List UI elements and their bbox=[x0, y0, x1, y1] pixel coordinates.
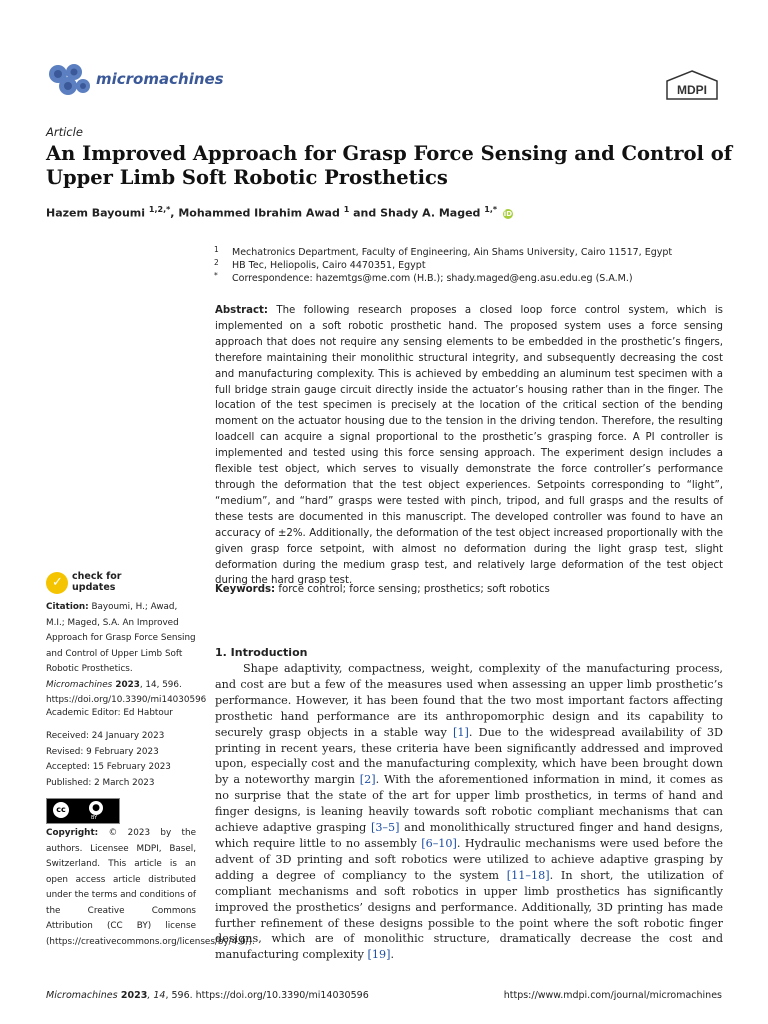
academic-editor: Academic Editor: Ed Habtour bbox=[46, 708, 173, 718]
intro-text: . bbox=[390, 948, 395, 962]
author-affiliation-mark: 1 bbox=[343, 205, 350, 214]
copyright-text: © 2023 by the authors. Licensee MDPI, Basel, Switzerland. This article is an open access article distributed under the terms and conditions of the Creative Commons Attribution (CC BY) license (https://creativecommons.org/licenses/by/4.0/). bbox=[46, 828, 255, 947]
reference-link[interactable]: [1] bbox=[453, 725, 469, 739]
author-separator: and bbox=[349, 206, 381, 220]
citation-year: 2023 bbox=[112, 679, 140, 690]
cc-by-license-icon[interactable] bbox=[46, 798, 120, 824]
citation-label: Citation: bbox=[46, 602, 89, 612]
updates-line-1: check for bbox=[72, 571, 122, 582]
checkmark-glyph: ✓ bbox=[52, 575, 63, 590]
correspondence-text[interactable]: Correspondence: hazemtgs@me.com (H.B.); shady.maged@eng.asu.edu.eg (S.A.M.) bbox=[232, 273, 633, 284]
author-affiliation-mark: 1,2,* bbox=[148, 205, 171, 214]
affiliation-mark: 1 bbox=[214, 245, 219, 254]
journal-name[interactable]: micromachines bbox=[96, 70, 224, 88]
reference-link[interactable]: [11–18] bbox=[506, 868, 550, 882]
keywords bbox=[215, 584, 723, 595]
affiliation-text: Mechatronics Department, Faculty of Engineering, Ain Shams University, Cairo 11517, Egypt bbox=[232, 247, 673, 258]
author-list bbox=[46, 205, 513, 220]
published-date: Published: 2 March 2023 bbox=[46, 777, 155, 788]
citation-doi[interactable]: , 14, 596. https://doi.org/10.3390/mi14030596 bbox=[46, 679, 207, 705]
affiliation-mark: 2 bbox=[214, 258, 219, 267]
footer-citation bbox=[46, 990, 369, 1001]
cc-icon: cc bbox=[53, 802, 69, 818]
abstract-text: The following research proposes a closed loop force control system, which is implemented on a soft robotic prosthetic hand. The proposed system uses a force sensing approach that does not require any sensing elements to be embedded in the prosthetic’s fingers, therefore maintaining their monolithic structural integrity, and subsequently decreasing the cost and manufacturing complexity. This is achieved by embedding an aluminum test specimen with a full bridge strain gauge circuit directly inside the actuator’s housing rather than in the finger. The location of the test specimen is precisely at the location of the critical section of the bending moment on the actuator housing due to the tension in the driving tendon. Therefore, the resulting loadcell can acquire a signal proportional to the prosthetic’s grasping force. A PI controller is implemented and tested using this force sensing approach. The experiment design includes a flexible test object, which serves to visually demonstrate the force controller’s performance through the deformation that the test object experiences. Setpoints corresponding to “light”, “medium”, and “hard” grasps were tested with pinch, tripod, and full grasps and the results of these tests are documented in this manuscript. The developed controller was found to have an accuracy of ±2%. Additionally, the deformation of the test object increased proportionally with the given grasp force setpoint, with almost no deformation during the light grasp test, slight deformation during the medium grasp test, and relatively large deformation of the test object during the hard grasp test. bbox=[215, 305, 723, 587]
intro-text: Shape adaptivity, compactness, weight, complexity of the manufacturing process, and cost are but a few of the measures used when assessing an upper limb prosthetic’s performance. However, it has been found that the two most important factors affecting prosthetic hand performance are its anthropomorphic design and its capability to securely grasp objects in a stable way bbox=[215, 662, 723, 739]
citation-journal: Micromachines bbox=[46, 679, 113, 690]
mdpi-logo-icon[interactable] bbox=[665, 70, 719, 100]
reference-link[interactable]: [3–5] bbox=[370, 821, 400, 835]
citation-text: Bayoumi, H.; Awad, M.I.; Maged, S.A. An Improved Approach for Grasp Force Sensing and Control of Upper Limb Soft Robotic Prosthetics. bbox=[46, 602, 196, 674]
by-label: BY bbox=[91, 815, 98, 821]
reference-link[interactable]: [2] bbox=[359, 773, 376, 787]
affiliation-text: HB Tec, Heliopolis, Cairo 4470351, Egypt bbox=[232, 260, 426, 271]
publisher-name: MDPI bbox=[677, 83, 707, 97]
footer-volume: , 14 bbox=[147, 990, 166, 1001]
article-type: Article bbox=[46, 125, 83, 139]
dates-block bbox=[46, 729, 196, 791]
orcid-icon[interactable]: iD bbox=[503, 209, 513, 218]
author-name[interactable]: Mohammed Ibrahim Awad bbox=[178, 206, 340, 220]
correspondence bbox=[214, 269, 734, 285]
author-affiliation-mark: 1,* bbox=[484, 205, 498, 214]
copyright-label: Copyright: bbox=[46, 828, 99, 838]
reference-link[interactable]: [6–10] bbox=[421, 836, 457, 850]
intro-text: . Hydraulic mechanisms were used before the advent of 3D printing and soft robotics were utilized to achieve adaptive grasping by adding a degree of compliancy to the system bbox=[215, 836, 723, 882]
person-icon: ● bbox=[89, 801, 103, 815]
footer-journal-url[interactable]: https://www.mdpi.com/journal/micromachines bbox=[503, 990, 722, 1001]
accepted-date: Accepted: 15 February 2023 bbox=[46, 762, 171, 772]
check-for-updates-label bbox=[72, 571, 121, 593]
article-title: An Improved Approach for Grasp Force Sensing and Control of Upper Limb Soft Robotic Prosthetics bbox=[46, 142, 733, 189]
updates-line-2: updates bbox=[72, 582, 116, 593]
intro-text: . In short, the utilization of compliant mechanisms and soft robotics in upper limb prosthetics has significantly improved the prosthetics’ designs and performance. Additionally, 3D printing has made further refinement of these designs possible to the point where the soft robotic finger designs, which are of monolithic structure, dramatically decrease the cost and manufacturing complexity bbox=[215, 868, 724, 962]
abstract bbox=[215, 303, 723, 589]
footer-journal: Micromachines bbox=[46, 990, 118, 1001]
revised-date: Revised: 9 February 2023 bbox=[46, 746, 159, 757]
keywords-label: Keywords: bbox=[215, 584, 276, 595]
intro-text: and monolithically structured finger and hand designs, which require little to no assembly bbox=[215, 821, 723, 850]
copyright-block bbox=[46, 826, 255, 950]
citation-block bbox=[46, 600, 207, 709]
section-heading: 1. Introduction bbox=[215, 646, 308, 659]
author-name[interactable]: Hazem Bayoumi bbox=[46, 206, 146, 220]
check-for-updates-button[interactable] bbox=[46, 571, 156, 597]
intro-text: . Due to the widespread availability of 3D printing in recent years, these criteria have been significantly addressed and improved upon, especially cost and the manufacturing complexity, which have been brought down by a noteworthy margin bbox=[215, 725, 723, 787]
affiliation-mark: * bbox=[214, 271, 218, 280]
received-date: Received: 24 January 2023 bbox=[46, 731, 165, 741]
author-name[interactable]: Shady A. Maged bbox=[380, 206, 481, 220]
author-separator: , bbox=[170, 206, 179, 220]
introduction-paragraph bbox=[215, 661, 723, 963]
intro-text: . With the aforementioned information in mind, it comes as no surprise that the state of the art for upper limb prosthetics, in terms of hand and finger designs, is leaning heavily towards soft robotic compliant mechanisms that can achieve adaptive grasping bbox=[215, 773, 723, 835]
abstract-label: Abstract: bbox=[215, 305, 268, 316]
footer-doi[interactable]: , 596. https://doi.org/10.3390/mi14030596 bbox=[165, 990, 369, 1001]
journal-logo-icon bbox=[46, 60, 92, 98]
keywords-text: force control; force sensing; prosthetics; soft robotics bbox=[275, 584, 550, 595]
footer-year: 2023 bbox=[117, 990, 148, 1001]
reference-link[interactable]: [19] bbox=[367, 948, 391, 962]
